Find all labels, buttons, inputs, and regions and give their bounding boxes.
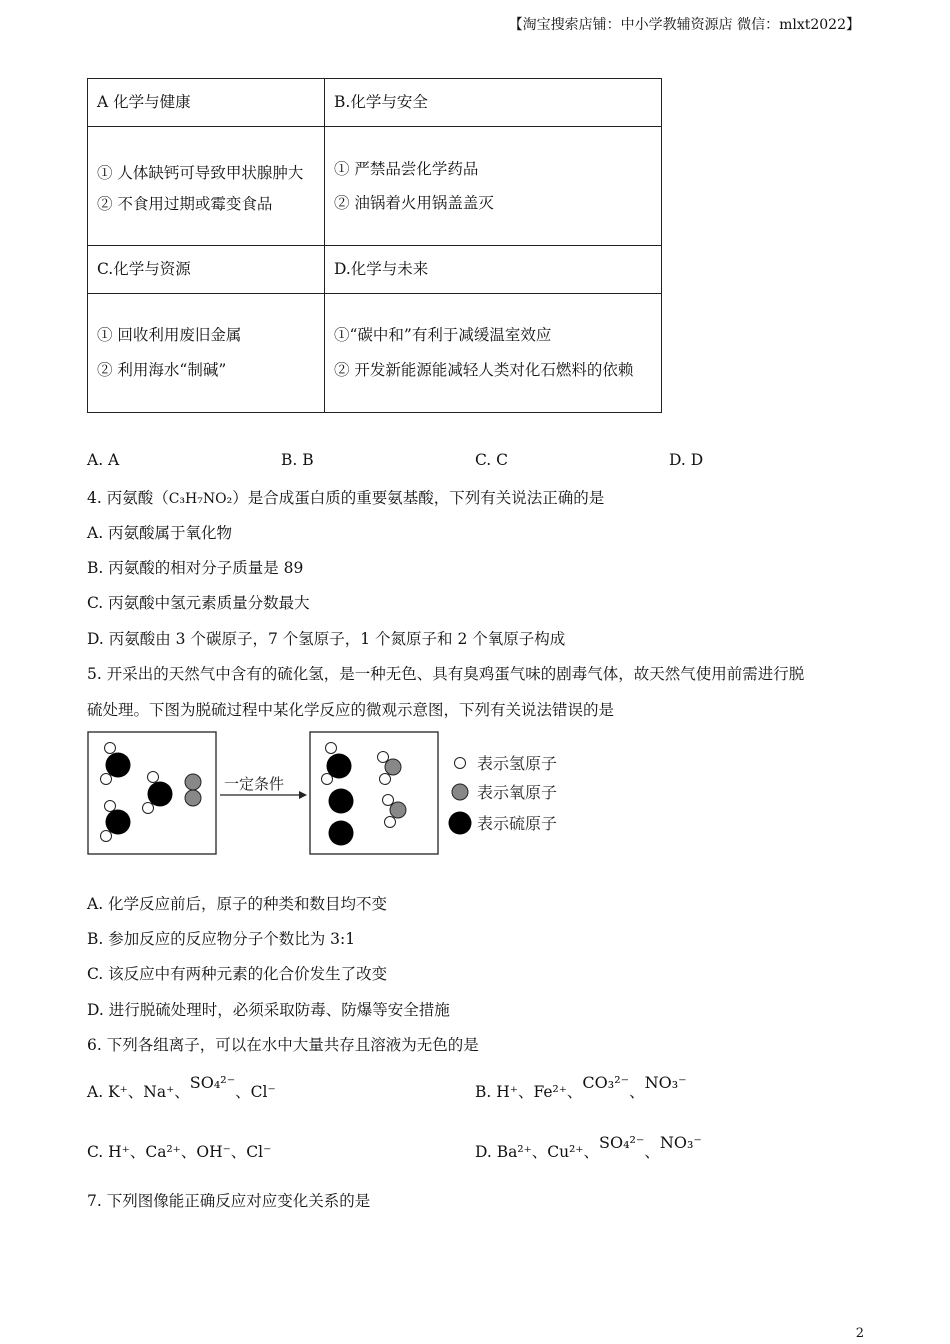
q7-stem: 7. 下列图像能正确反应对应变化关系的是 [87, 1192, 371, 1210]
q6-b-sep: 、 [629, 1083, 645, 1101]
q3-choice-c: C. C [475, 451, 509, 469]
reactants-box [88, 732, 216, 854]
a-item-1: ① 人体缺钙可导致甲状腺肿大 [97, 163, 304, 182]
page-number: 2 [855, 1326, 864, 1341]
q4-formula: C₃H₇NO₂ [168, 491, 233, 507]
q4-stem [87, 486, 604, 508]
legend-oxygen: 表示氧原子 [477, 783, 558, 802]
cell-a-title: A 化学与健康 [88, 79, 325, 127]
cell-d-items [325, 294, 662, 413]
d-item-1: ①“碳中和”有利于减缓温室效应 [334, 326, 552, 344]
b-item-1: ① 严禁品尝化学药品 [334, 160, 479, 178]
q6-option-b [475, 1073, 687, 1102]
q3-choice-d: D. D [669, 451, 704, 469]
a-item-2: ② 不食用过期或霉变食品 [97, 194, 273, 213]
reaction-diagram [87, 729, 577, 859]
cell-b-items [325, 127, 662, 246]
q5-option-a: A. 化学反应前后，原子的种类和数目均不变 [87, 895, 388, 913]
q5-option-d: D. 进行脱硫处理时，必须采取防毒、防爆等安全措施 [87, 1001, 450, 1019]
cell-a-items [88, 127, 325, 246]
q6-option-d [475, 1133, 702, 1162]
q4-option-c: C. 丙氨酸中氢元素质量分数最大 [87, 594, 310, 612]
q3-choice-a: A. A [87, 451, 120, 469]
reaction-arrow [220, 775, 307, 799]
sulfur-legend-icon [449, 812, 472, 835]
q4-option-a: A. 丙氨酸属于氧化物 [87, 524, 233, 542]
cell-c-items [88, 294, 325, 413]
q6-option-a [87, 1073, 276, 1102]
q6-a-tail: 、Cl⁻ [235, 1083, 276, 1101]
oxygen-legend-icon [452, 784, 468, 800]
c-item-1: ① 回收利用废旧金属 [97, 326, 242, 344]
arrow-label: 一定条件 [224, 775, 285, 793]
legend-sulfur: 表示硫原子 [477, 814, 558, 833]
q6-d-sep: 、 [644, 1143, 660, 1161]
products-box [310, 732, 438, 854]
cell-b-title: B.化学与安全 [325, 79, 662, 127]
q6-d-ion-1: SO₄²⁻ [599, 1133, 645, 1152]
q5-option-c: C. 该反应中有两种元素的化合价发生了改变 [87, 965, 388, 983]
d-item-2: ② 开发新能源能减轻人类对化石燃料的依赖 [334, 361, 634, 379]
b-item-2: ② 油锅着火用锅盖盖灭 [334, 194, 494, 212]
q6-d-ion-2: NO₃⁻ [659, 1133, 702, 1152]
options-table [87, 78, 662, 413]
q4-stem-before: 4. 丙氨酸（ [87, 489, 169, 507]
q3-choice-b: B. B [281, 451, 314, 469]
q6-stem: 6. 下列各组离子，可以在水中大量共存且溶液为无色的是 [87, 1036, 479, 1054]
q6-a-ion: SO₄²⁻ [189, 1073, 236, 1092]
q5-stem-line-1: 5. 开采出的天然气中含有的硫化氢，是一种无色、具有臭鸡蛋气味的剧毒气体，故天然气使用前需进行脱 [87, 665, 805, 683]
legend-hydrogen: 表示氢原子 [477, 754, 558, 773]
q5-option-b: B. 参加反应的反应物分子个数比为 3:1 [87, 930, 356, 948]
q6-b-ion-1: CO₃²⁻ [582, 1073, 630, 1092]
q6-b-ion-2: NO₃⁻ [644, 1073, 687, 1092]
q6-d-label: D. Ba²⁺、Cu²⁺、 [475, 1143, 599, 1161]
q4-stem-after: ）是合成蛋白质的重要氨基酸，下列有关说法正确的是 [232, 489, 605, 507]
legend [449, 754, 558, 835]
cell-d-title: D.化学与未来 [325, 246, 662, 294]
q6-option-c: C. H⁺、Ca²⁺、OH⁻、Cl⁻ [87, 1143, 272, 1161]
q6-a-label: A. K⁺、Na⁺、 [87, 1083, 190, 1101]
page-header: 【淘宝搜索店铺：中小学教辅资源店 微信：mlxt2022】 [508, 17, 860, 33]
cell-c-title: C.化学与资源 [88, 246, 325, 294]
c-item-2: ② 利用海水“制碱” [97, 361, 227, 379]
q4-option-d: D. 丙氨酸由 3 个碳原子，7 个氢原子，1 个氮原子和 2 个氧原子构成 [87, 630, 566, 648]
q5-stem-line-2: 硫处理。下图为脱硫过程中某化学反应的微观示意图，下列有关说法错误的是 [87, 701, 615, 719]
q6-b-label: B. H⁺、Fe²⁺、 [475, 1083, 583, 1101]
hydrogen-legend-icon [455, 758, 466, 769]
q4-option-b: B. 丙氨酸的相对分子质量是 89 [87, 559, 304, 577]
